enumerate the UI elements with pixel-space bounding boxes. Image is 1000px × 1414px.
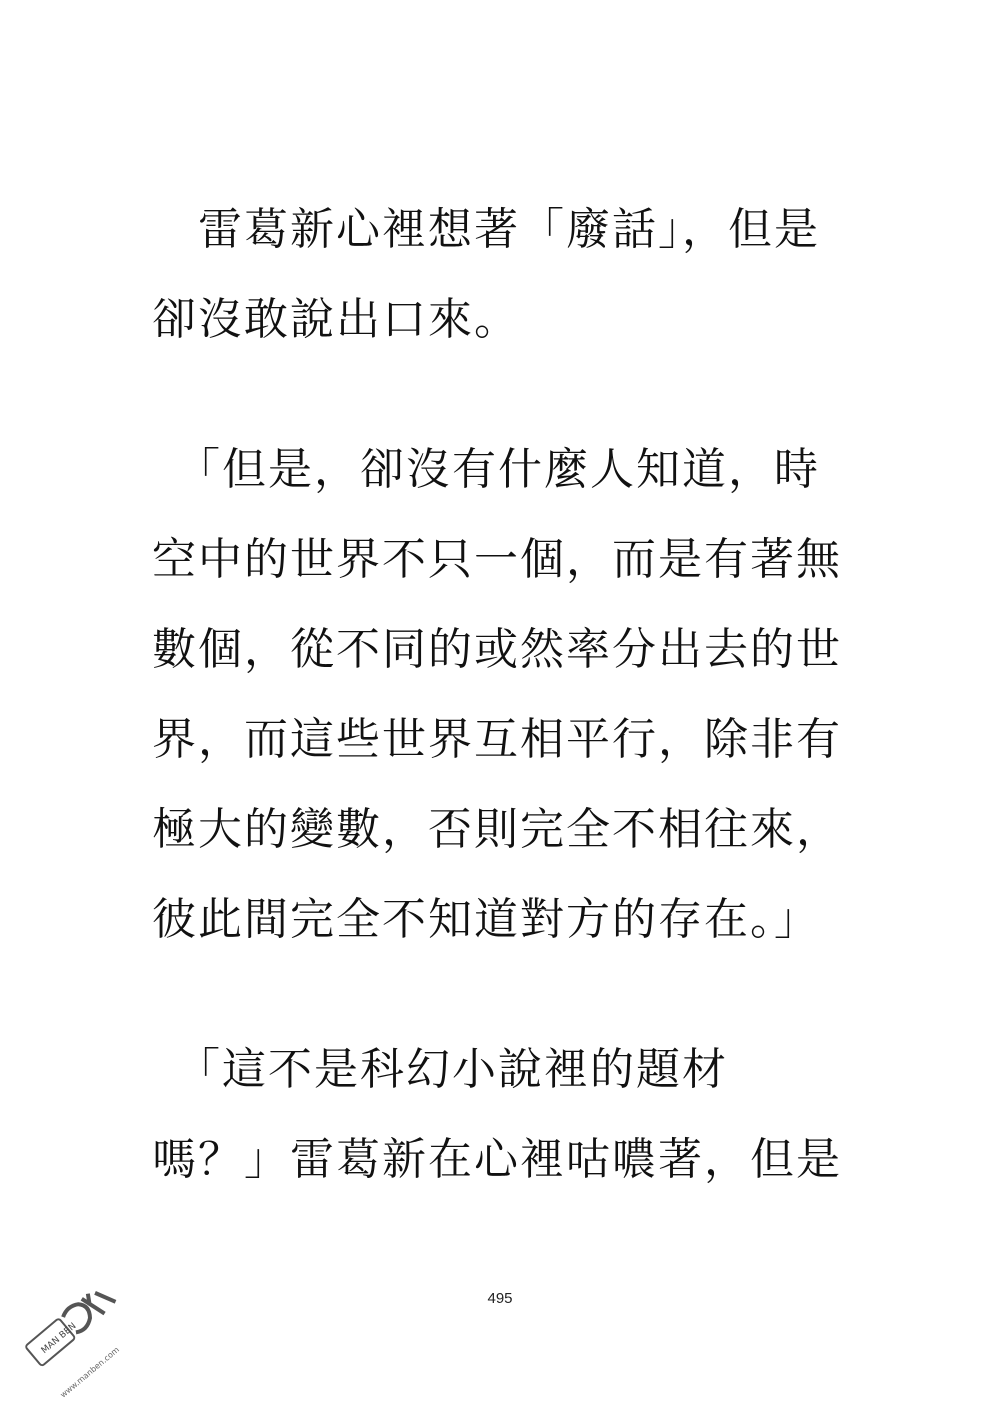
text-line: 雷葛新心裡想著「廢話」，但是 <box>152 204 820 255</box>
text-line: 極大的變數，否則完全不相往來， <box>152 804 842 855</box>
text-line: 空中的世界不只一個，而是有著無 <box>152 534 842 585</box>
watermark-url-text: www.manben.com <box>58 1345 122 1400</box>
text-line: 數個，從不同的或然率分出去的世 <box>152 624 842 675</box>
manben-logo-icon <box>8 1258 158 1408</box>
page-number: 495 <box>487 1290 513 1307</box>
text-line: 「但是，卻沒有什麼人知道，時 <box>152 444 820 495</box>
watermark-box-text: MAN BEN <box>39 1321 79 1357</box>
text-line: 嗎？」雷葛新在心裡咕噥著，但是 <box>152 1134 842 1185</box>
text-line: 界，而這些世界互相平行，除非有 <box>152 714 842 765</box>
text-line: 「這不是科幻小說裡的題材 <box>152 1044 728 1095</box>
text-line: 卻沒敢說出口來。 <box>152 294 520 345</box>
text-line: 彼此間完全不知道對方的存在。」 <box>152 894 820 945</box>
